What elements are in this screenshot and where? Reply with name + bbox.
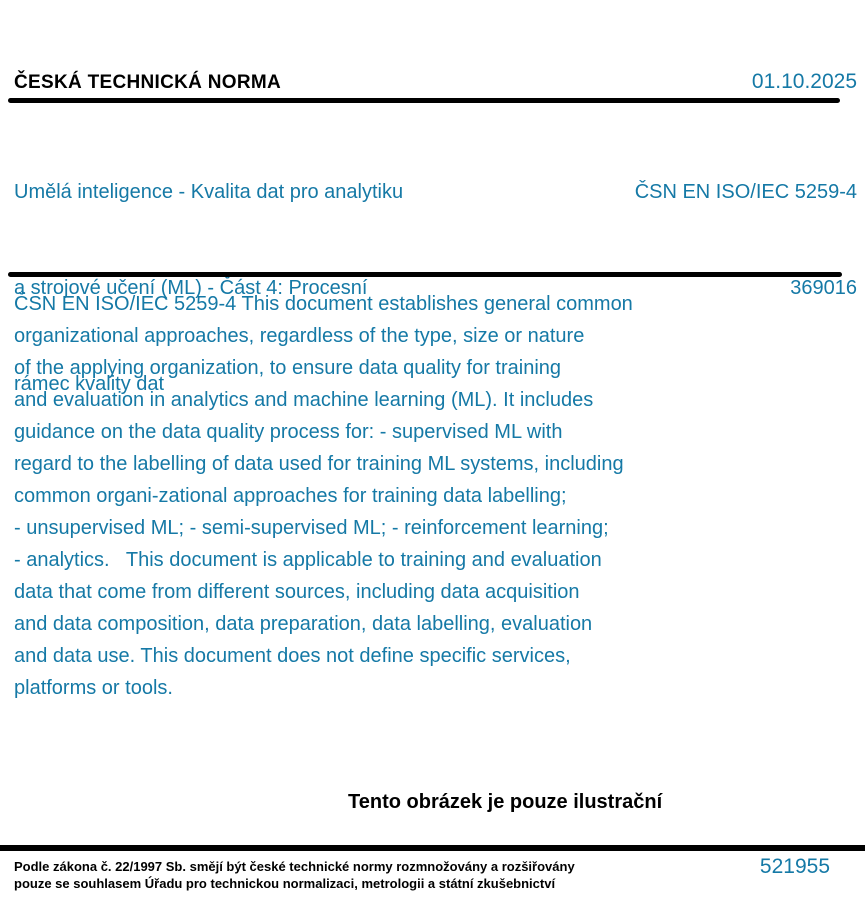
abstract-line: and data composition, data preparation, data labelling, evaluation: [14, 613, 593, 635]
header-title: ČESKÁ TECHNICKÁ NORMA: [14, 72, 282, 93]
header-rule: [8, 98, 840, 103]
abstract-line: guidance on the data quality process for: - supervised ML with: [14, 421, 563, 443]
abstract-line: - analytics. This document is applicable to training and evaluation: [14, 549, 602, 571]
standard-code: ČSN EN ISO/IEC 5259-4: [634, 181, 857, 203]
standard-title-line: Umělá inteligence - Kvalita dat pro analytiku: [14, 181, 404, 203]
footer-legal-line: Podle zákona č. 22/1997 Sb. smějí být české technické normy rozmnožovány a rozšiřovány: [14, 859, 575, 874]
abstract-line: data that come from different sources, including data acquisition: [14, 581, 580, 603]
abstract-line: of the applying organization, to ensure data quality for training: [14, 357, 562, 379]
standard-title-line: rámec kvality dat: [14, 373, 165, 395]
footer-legal-text: [14, 858, 575, 892]
divider-rule: [8, 272, 842, 277]
page-header: [14, 70, 857, 94]
class-number: 369016: [790, 277, 857, 299]
footer-rule: [0, 845, 865, 851]
footer-legal-line: pouze se souhlasem Úřadu pro technickou normalizaci, metrologii a státní zkušebnictví: [14, 876, 556, 891]
illustration-note: Tento obrázek je pouze ilustrační: [348, 791, 663, 813]
abstract-line: platforms or tools.: [14, 677, 173, 699]
abstract-line: ČSN EN ISO/IEC 5259-4 This document establishes general common: [14, 293, 633, 315]
publication-date: 01.10.2025: [751, 70, 857, 93]
abstract-text: [14, 288, 857, 704]
abstract-line: common organi-zational approaches for training data labelling;: [14, 485, 567, 507]
abstract-line: organizational approaches, regardless of the type, size or nature: [14, 325, 585, 347]
abstract-line: and evaluation in analytics and machine learning (ML). It includes: [14, 389, 594, 411]
standard-title-line: a strojové učení (ML) - Část 4: Procesní: [14, 277, 368, 299]
abstract-line: - unsupervised ML; - semi-supervised ML; - reinforcement learning;: [14, 517, 609, 539]
document-number: 521955: [759, 855, 830, 878]
abstract-line: regard to the labelling of data used for training ML systems, including: [14, 453, 624, 475]
abstract-line: and data use. This document does not define specific services,: [14, 645, 571, 667]
